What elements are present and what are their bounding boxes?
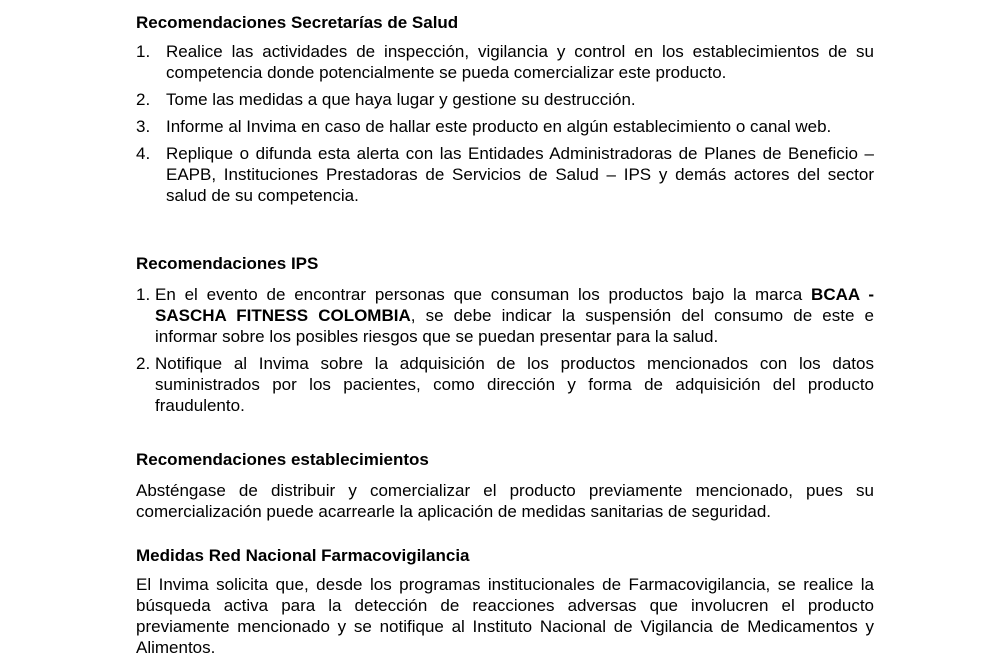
section-heading-secretarias: Recomendaciones Secretarías de Salud bbox=[136, 13, 459, 32]
list-item-text-start: En el evento de encontrar personas que consuman los productos bajo la marca bbox=[155, 285, 812, 304]
list-item-text-end: , se debe indicar la suspensión del consumo de este e informar sobre los posibles riesgos que se puedan presentar para la salud. bbox=[155, 306, 874, 346]
brand-name: BCAA - SASCHA FITNESS COLOMBIA bbox=[155, 285, 874, 325]
list-item bbox=[136, 143, 874, 206]
list-number: 1. bbox=[136, 285, 151, 304]
farmacovigilancia-paragraph: El Invima solicita que, desde los programas institucionales de Farmacovigilancia, se realice la búsqueda activa para la detección de reacciones adversas que involucren el producto previamente mencionado y se notifique al Instituto Nacional de Vigilancia de Medicamentos y Alimentos. bbox=[136, 575, 874, 657]
list-number: 3. bbox=[136, 117, 151, 136]
list-item-text: Replique o difunda esta alerta con las Entidades Administradoras de Planes de Beneficio – EAPB, Instituciones Prestadoras de Servicios de Salud – IPS y demás actores del sector salud de su competencia. bbox=[166, 144, 874, 205]
list-item-text: Informe al Invima en caso de hallar este producto en algún establecimiento o canal web. bbox=[166, 117, 832, 136]
list-number: 4. bbox=[136, 144, 151, 163]
list-item-text: Tome las medidas a que haya lugar y gestione su destrucción. bbox=[166, 90, 636, 109]
list-number: 2. bbox=[136, 90, 151, 109]
establecimientos-paragraph: Absténgase de distribuir y comercializar el producto previamente mencionado, pues su comercialización puede acarrearle la aplicación de medidas sanitarias de seguridad. bbox=[136, 481, 874, 521]
ips-list bbox=[136, 284, 874, 416]
list-number: 1. bbox=[136, 42, 151, 61]
list-item-text: Realice las actividades de inspección, vigilancia y control en los establecimientos de su competencia donde potencialmente se pueda comercializar este producto. bbox=[166, 42, 874, 82]
section-heading-farmacovigilancia: Medidas Red Nacional Farmacovigilancia bbox=[136, 546, 470, 565]
section-heading-establecimientos: Recomendaciones establecimientos bbox=[136, 450, 429, 469]
list-item bbox=[136, 89, 874, 110]
list-item-text: Notifique al Invima sobre la adquisición de los productos mencionados con los datos suministrados por los pacientes, como dirección y forma de adquisición del producto fraudulento. bbox=[155, 354, 874, 415]
list-number: 2. bbox=[136, 354, 151, 373]
list-item bbox=[136, 41, 874, 83]
list-item-text bbox=[155, 284, 874, 347]
secretarias-list bbox=[136, 41, 874, 206]
section-heading-ips: Recomendaciones IPS bbox=[136, 254, 319, 273]
list-item bbox=[136, 284, 874, 347]
list-item bbox=[136, 116, 874, 137]
list-item bbox=[136, 353, 874, 416]
